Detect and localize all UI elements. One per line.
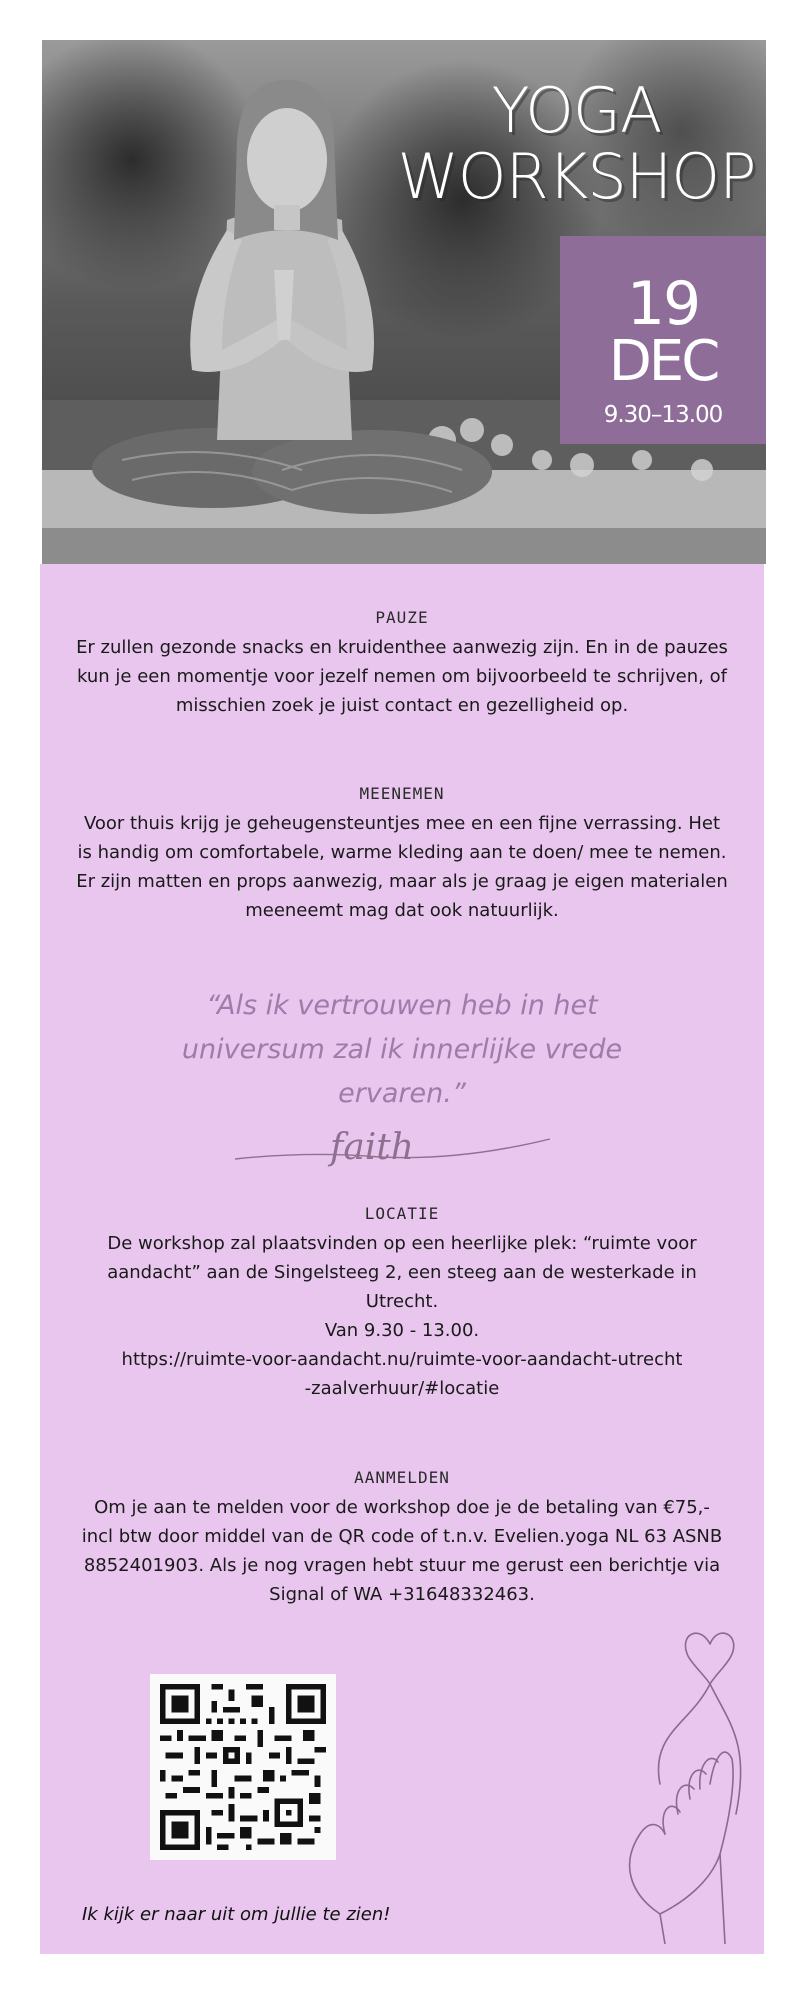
heading-aanmelden: AANMELDEN <box>354 1468 450 1487</box>
hero-photo <box>42 40 766 564</box>
qr-code[interactable] <box>150 1674 336 1860</box>
heading-locatie: LOCATIE <box>364 1204 440 1223</box>
closing-line: Ik kijk er naar uit om jullie te zien! <box>82 1904 391 1925</box>
text-aanmelden: Om je aan te melden voor de workshop doe je de betaling van €75,- incl btw door middel van de QR code of t.n.v. Evelien.yoga NL 63 ASNB 8852401903. Als je nog vragen hebt stuur me gerust een berichtje via Signal of WA +31648332463. <box>81 1497 723 1605</box>
heading-pauze: PAUZE <box>375 608 429 627</box>
heading-meenemen: MEENEMEN <box>359 784 445 803</box>
signature-text: faith <box>330 1127 414 1168</box>
text-meenemen: Voor thuis krijg je geheugensteuntjes mee en een fijne verrassing. Het is handig om comfortabele, warme kleding aan te doen/ mee te nemen. Er zijn matten en props aanwezig, maar als je graag je eigen materialen meeneemt mag dat ook natuurlijk. <box>76 813 728 921</box>
date-badge <box>560 236 766 444</box>
time-range: 9.30–13.00 <box>603 402 723 428</box>
text-locatie: De workshop zal plaatsvinden op een heerlijke plek: “ruimte voor aandacht” aan de Singelsteeg 2, een steeg aan de westerkade in Utrecht. <box>107 1233 697 1312</box>
section-locatie <box>40 1204 764 1403</box>
qr-code-icon <box>160 1684 326 1850</box>
quote: “Als ik vertrouwen heb in het universum zal ik innerlijke vrede ervaren.” <box>181 990 623 1109</box>
date-day: 19 <box>626 269 700 339</box>
title-line-1: YOGA <box>491 74 662 147</box>
section-meenemen <box>40 784 764 925</box>
url-locatie[interactable]: https://ruimte-voor-aandacht.nu/ruimte-voor-aandacht-utrecht-zaalverhuur/#locatie <box>121 1349 683 1399</box>
info-panel <box>40 564 764 1954</box>
text-pauze: Er zullen gezonde snacks en kruidenthee aanwezig zijn. En in de pauzes kun je een momentje voor jezelf nemen om bijvoorbeeld te schrijven, of misschien zoek je juist contact en gezelligheid op. <box>76 637 728 716</box>
title-line-2: WORKSHOP <box>397 140 756 213</box>
signature-faith <box>230 1109 560 1179</box>
time-locatie: Van 9.30 - 13.00. <box>324 1320 480 1341</box>
workshop-title <box>387 74 766 213</box>
section-pauze <box>40 608 764 720</box>
date-month: DEC <box>608 329 718 394</box>
praying-hands-heart-icon <box>560 1584 760 1944</box>
